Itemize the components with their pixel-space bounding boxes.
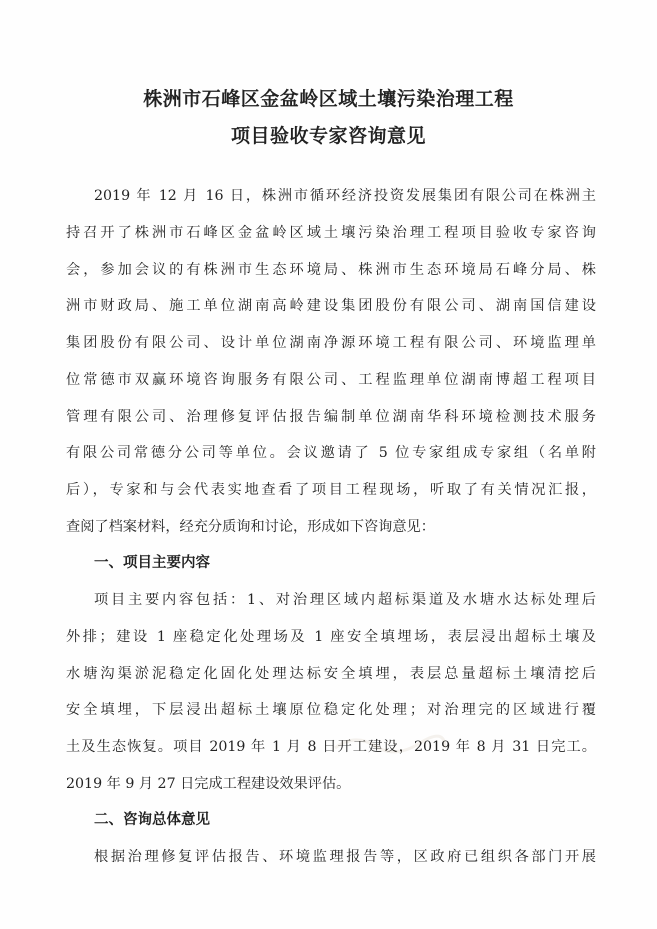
intro-line: 有限公司常德分公司等单位。会议邀请了 5 位专家组成专家组（名单附 — [66, 445, 596, 461]
section-1-line: 水塘沟渠淤泥稳定化固化处理达标安全填埋，表层总量超标土壤清挖后 — [66, 666, 596, 682]
faint-stamp-mark — [330, 728, 450, 758]
section-1-line: 项目主要内容包括：1、对治理区域内超标渠道及水塘水达标处理后 — [94, 592, 596, 608]
section-1-line: 安全填埋，下层浸出超标土壤原位稳定化处理；对治理完的区域进行覆 — [66, 702, 596, 718]
section-1-line: 外排；建设 1 座稳定化处理场及 1 座安全填埋场，表层浸出超标土壤及 — [66, 629, 596, 645]
intro-line: 后），专家和与会代表实地查看了项目工程现场，听取了有关情况汇报， — [66, 482, 596, 498]
section-1-heading: 一、项目主要内容 — [94, 555, 210, 571]
intro-line: 管理有限公司、治理修复评估报告编制单位湖南华科环境检测技术服务 — [66, 409, 596, 425]
section-1-line: 土及生态恢复。项目 2019 年 1 月 8 日开工建设，2019 年 8 月 31 日完工。 — [66, 739, 596, 755]
intro-line: 2019 年 12 月 16 日，株洲市循环经济投资发展集团有限公司在株洲主 — [94, 188, 596, 204]
intro-line: 集团股份有限公司、设计单位湖南净源环境工程有限公司、环境监理单 — [66, 335, 596, 351]
intro-line: 持召开了株洲市石峰区金盆岭区域土壤污染治理工程项目验收专家咨询 — [66, 225, 596, 241]
intro-line: 洲市财政局、施工单位湖南高岭建设集团股份有限公司、湖南国信建设 — [66, 298, 596, 314]
section-2-heading: 二、咨询总体意见 — [94, 812, 210, 828]
document-title-line-2: 项目验收专家咨询意见 — [230, 125, 426, 147]
intro-line: 会，参加会议的有株洲市生态环境局、株洲市生态环境局石峰分局、株 — [66, 262, 596, 278]
intro-line: 查阅了档案材料，经充分质询和讨论，形成如下咨询意见： — [66, 519, 435, 535]
section-2-line: 根据治理修复评估报告、环境监理报告等，区政府已组织各部门开展 — [94, 849, 596, 865]
document-title-line-1: 株洲市石峰区金盆岭区域土壤污染治理工程 — [143, 88, 514, 110]
section-1-line: 2019 年 9 月 27 日完成工程建设效果评估。 — [66, 776, 351, 792]
intro-line: 位常德市双赢环境咨询服务有限公司、工程监理单位湖南博超工程项目 — [66, 372, 596, 388]
